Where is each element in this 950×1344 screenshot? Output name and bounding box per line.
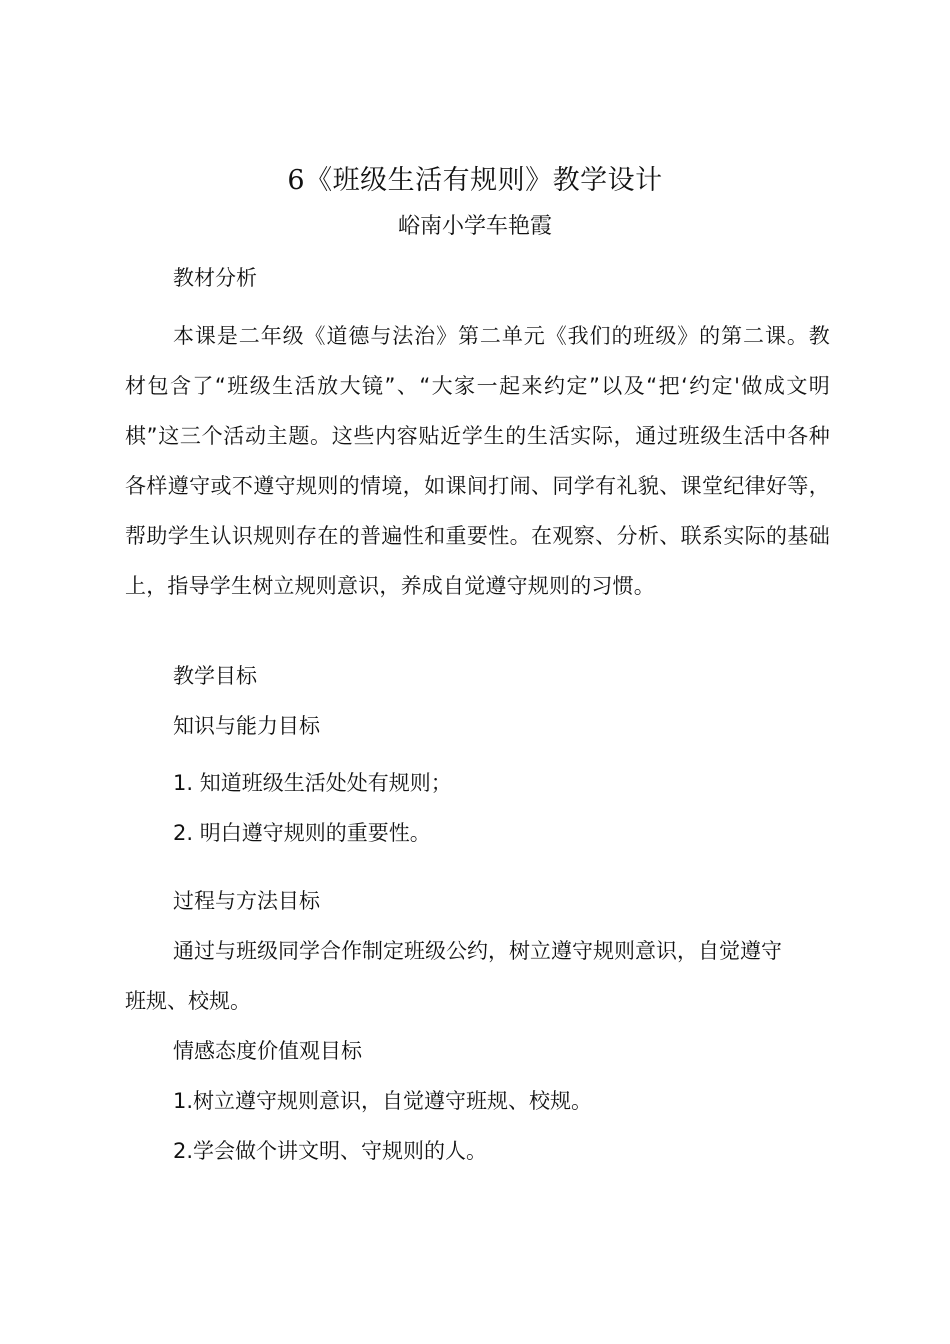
process-heading: 过程与方法目标	[173, 889, 320, 913]
document-title: 6《班级生活有规则》教学设计	[287, 165, 663, 196]
emotion-heading: 情感态度价值观目标	[173, 1039, 362, 1063]
material-heading: 教材分析	[173, 266, 257, 290]
emotion-item-1: 1.树立遵守规则意识，自觉遵守班规、校规。	[173, 1089, 593, 1113]
author-line: 峪南小学车艳霞	[397, 214, 552, 239]
process-text-line-2: 班规、校规。	[125, 989, 251, 1013]
emotion-item-2: 2.学会做个讲文明、守规则的人。	[173, 1139, 488, 1163]
process-text-line-1: 通过与班级同学合作制定班级公约，树立遵守规则意识，自觉遵守	[173, 939, 782, 963]
knowledge-item-2: 2. 明白遵守规则的重要性。	[173, 821, 431, 845]
material-paragraph: 本课是二年级《道德与法治》第二单元《我们的班级》的第二课。教材包含了“班级生活放大镜”、“大家一起来约定”以及“把‘约定'做成文明棋”这三个活动主题。这些内容贴近学生的生活实际，通过班级生活中各种各样遵守或不遵守规则的情境，如课间打闹、同学有礼貌、课堂纪律好等，帮助学生认识规则存在的普遍性和重要性。在观察、分析、联系实际的基础上，指导学生树立规则意识，养成自觉遵守规则的习惯。	[125, 324, 830, 598]
knowledge-item-1: 1. 知道班级生活处处有规则；	[173, 771, 452, 795]
goals-heading: 教学目标	[173, 664, 257, 688]
knowledge-heading: 知识与能力目标	[173, 714, 320, 738]
